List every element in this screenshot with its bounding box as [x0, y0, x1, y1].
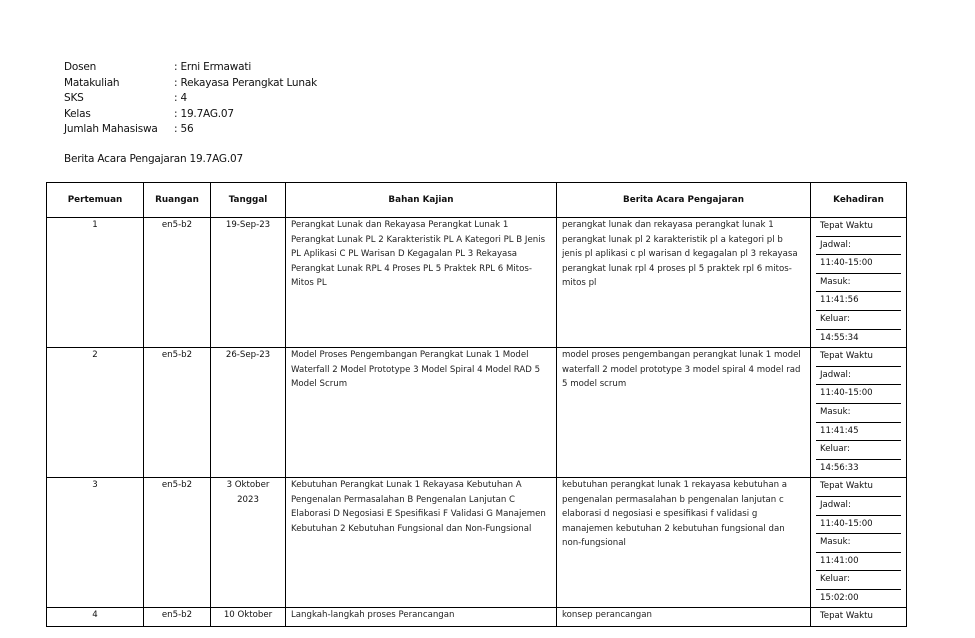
cell-ruangan: en5-b2: [144, 478, 211, 608]
info-value: : Rekayasa Perangkat Lunak: [174, 76, 317, 89]
column-header-bahan-kajian: Bahan Kajian: [286, 183, 557, 218]
cell-berita-acara: konsep perancangan: [557, 608, 811, 627]
table-row: [47, 608, 907, 627]
attendance-status: Tepat Waktu: [816, 478, 901, 497]
attendance-checkout-value: 14:55:34: [820, 332, 859, 343]
attendance-checkin-label: Masuk:: [816, 404, 901, 423]
attendance-schedule-value: 11:40-15:00: [816, 516, 901, 535]
column-header-tanggal: Tanggal: [211, 183, 286, 218]
info-value: : Erni Ermawati: [174, 61, 252, 73]
table-row: [47, 478, 907, 608]
attendance-checkout-value: 15:02:00: [820, 592, 859, 603]
table-row: [47, 218, 907, 348]
attendance-schedule-label: Jadwal:: [816, 497, 901, 516]
attendance-checkin-value: 11:41:45: [816, 423, 901, 442]
table-header-row: [47, 183, 907, 218]
table-row: [47, 348, 907, 478]
attendance-schedule-value: 11:40-15:00: [816, 255, 901, 274]
report-subtitle: Berita Acara Pengajaran 19.7AG.07: [64, 153, 243, 165]
cell-bahan-kajian: Kebutuhan Perangkat Lunak 1 Rekayasa Kebutuhan A Pengenalan Permasalahan B Pengenalan Lanjutan C Elaborasi D Negosiasi E Spesifikasi F Validasi G Manajemen Kebutuhan 2 Kebutuhan Fungsional dan Non-Fungsional: [286, 478, 557, 608]
info-label: Kelas: [64, 107, 91, 120]
cell-tanggal: 26-Sep-23: [211, 348, 286, 478]
cell-tanggal: 19-Sep-23: [211, 218, 286, 348]
attendance-checkout-value: 14:56:33: [820, 462, 859, 473]
info-label: SKS: [64, 92, 84, 104]
info-value: : 4: [174, 92, 187, 104]
cell-pertemuan: 4: [47, 608, 144, 627]
attendance-checkin-value: 11:41:56: [816, 292, 901, 311]
info-row-dosen: [64, 60, 317, 76]
column-header-pertemuan: Pertemuan: [47, 183, 144, 218]
attendance-checkout-label: Keluar:: [816, 311, 901, 330]
attendance-checkin-label: Masuk:: [816, 274, 901, 293]
attendance-status: Tepat Waktu: [816, 348, 901, 367]
info-value: : 56: [174, 123, 194, 135]
attendance-status: Tepat Waktu: [816, 218, 901, 237]
attendance-status: Tepat Waktu: [820, 611, 873, 622]
attendance-checkin-label: Masuk:: [816, 534, 901, 553]
attendance-checkout-label: Keluar:: [816, 571, 901, 590]
cell-pertemuan: 2: [47, 348, 144, 478]
column-header-kehadiran: Kehadiran: [811, 183, 907, 218]
info-label: Jumlah Mahasiswa: [64, 123, 158, 135]
cell-tanggal: 3 Oktober 2023: [211, 478, 286, 608]
column-header-ruangan: Ruangan: [144, 183, 211, 218]
info-label: Dosen: [64, 61, 97, 73]
attendance-checkout-label: Keluar:: [816, 441, 901, 460]
info-row-matakuliah: [64, 76, 317, 92]
attendance-checkin-value: 11:41:00: [816, 553, 901, 572]
cell-ruangan: en5-b2: [144, 218, 211, 348]
attendance-schedule-label: Jadwal:: [816, 237, 901, 256]
cell-ruangan: en5-b2: [144, 608, 211, 627]
course-info: [64, 60, 317, 138]
cell-kehadiran: [811, 478, 907, 608]
info-value: : 19.7AG.07: [174, 107, 234, 120]
teaching-report-table: [46, 182, 907, 627]
cell-berita-acara: kebutuhan perangkat lunak 1 rekayasa kebutuhan a pengenalan permasalahan b pengenalan lanjutan c elaborasi d negosiasi e spesifikasi f validasi g manajemen kebutuhan 2 kebutuhan fungsional dan non-fungsional: [557, 478, 811, 608]
info-label: Matakuliah: [64, 76, 120, 89]
cell-bahan-kajian: Perangkat Lunak dan Rekayasa Perangkat Lunak 1 Perangkat Lunak PL 2 Karakteristik PL A Kategori PL B Jenis PL Aplikasi C PL Warisan D Kegagalan PL 3 Rekayasa Perangkat Lunak RPL 4 Proses PL 5 Praktek RPL 6 Mitos-Mitos PL: [286, 218, 557, 348]
attendance-schedule-value: 11:40-15:00: [816, 385, 901, 404]
cell-tanggal: 10 Oktober: [211, 608, 286, 627]
attendance-schedule-label: Jadwal:: [816, 367, 901, 386]
info-row-jumlah-mahasiswa: [64, 122, 317, 138]
cell-pertemuan: 3: [47, 478, 144, 608]
cell-pertemuan: 1: [47, 218, 144, 348]
column-header-berita-acara: Berita Acara Pengajaran: [557, 183, 811, 218]
cell-bahan-kajian: Langkah-langkah proses Perancangan: [286, 608, 557, 627]
info-row-sks: [64, 91, 317, 107]
info-row-kelas: [64, 107, 317, 123]
cell-kehadiran: [811, 348, 907, 478]
cell-kehadiran: [811, 218, 907, 348]
cell-ruangan: en5-b2: [144, 348, 211, 478]
cell-berita-acara: model proses pengembangan perangkat lunak 1 model waterfall 2 model prototype 3 model spiral 4 model rad 5 model scrum: [557, 348, 811, 478]
cell-bahan-kajian: Model Proses Pengembangan Perangkat Lunak 1 Model Waterfall 2 Model Prototype 3 Model Spiral 4 Model RAD 5 Model Scrum: [286, 348, 557, 478]
cell-kehadiran: [811, 608, 907, 627]
cell-berita-acara: perangkat lunak dan rekayasa perangkat lunak 1 perangkat lunak pl 2 karakteristik pl a kategori pl b jenis pl aplikasi c pl warisan d kegagalan pl 3 rekayasa perangkat lunak rpl 4 proses pl 5 praktek rpl 6 mitos-mitos pl: [557, 218, 811, 348]
